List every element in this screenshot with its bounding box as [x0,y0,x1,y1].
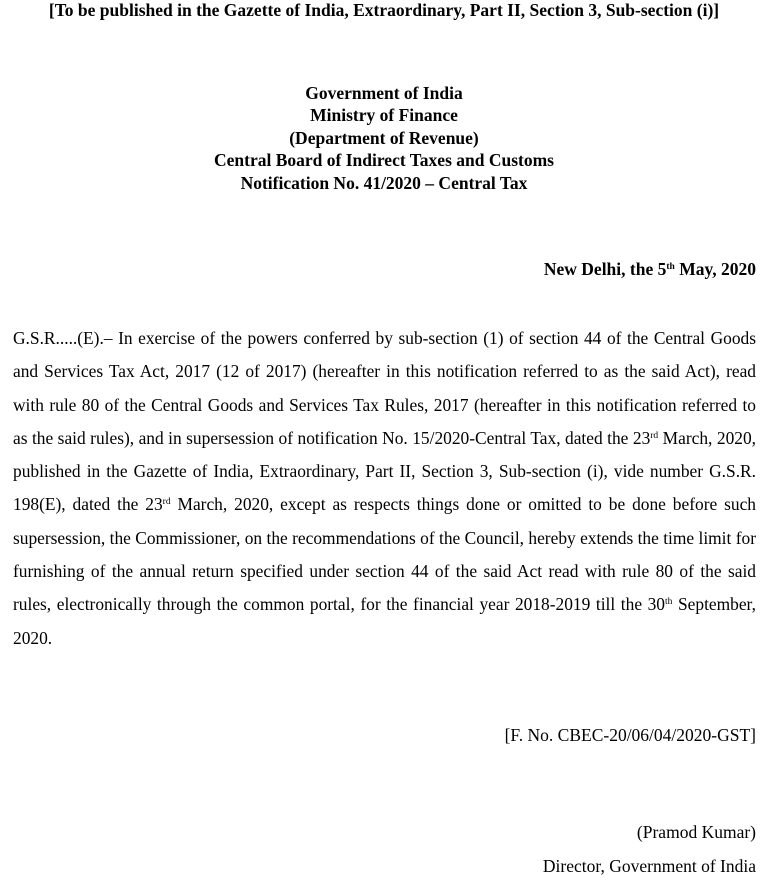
file-number: [F. No. CBEC-20/06/04/2020-GST] [504,725,756,745]
body-ordinal-2: rd [162,497,171,508]
header-department: (Department of Revenue) [289,127,479,148]
notification-date [544,258,756,280]
header-government: Government of India [305,83,463,103]
date-suffix: May, 2020 [674,259,756,279]
body-part-1: G.S.R.....(E).– In exercise of the powers conferred by sub-section (1) of section 44 of the Central Goods and Services Tax Act, 2017 (12 of 2017) (hereafter in this notification referred to as the said Act), read with rule 80 of the Central Goods and Services Tax Rules, 2017 (hereafter in this notification referred to as the said rules), and in supersession of notification No. 15/2020-Central Tax, dated the 23 [13,328,756,448]
notification-body [13,322,756,655]
header-notification-number: Notification No. 41/2020 – Central Tax [240,172,528,193]
body-part-3: March, 2020, except as respects things done or omitted to be done before such supersession, the Commissioner, on the recommendations of the Council, hereby extends the time limit for furnishing of the annual return specified under section 44 of the said Act read with rule 80 of the said rules, electronically through the common portal, for the financial year 2018-2019 till the 30 [13,494,756,615]
body-part-4: September, 2020. [13,594,757,648]
signatory-name: (Pramod Kumar) [636,822,756,842]
header-board: Central Board of Indirect Taxes and Customs [214,150,554,171]
body-ordinal-3: th [665,597,673,608]
body-part-2: March, 2020, published in the Gazette of India, Extraordinary, Part II, Section 3, Sub-section (i), vide number G.S.R. 198(E), dated the 23 [13,427,756,515]
date-ordinal: th [666,262,675,272]
gazette-publication-note: [To be published in the Gazette of India, Extraordinary, Part II, Section 3, Sub-section (i)] [48,0,720,20]
signatory-title: Director, Government of India [542,856,756,876]
notification-header [0,82,768,194]
body-ordinal-1: rd [650,430,659,441]
header-ministry: Ministry of Finance [310,105,458,126]
date-prefix: New Delhi, the 5 [543,259,667,279]
